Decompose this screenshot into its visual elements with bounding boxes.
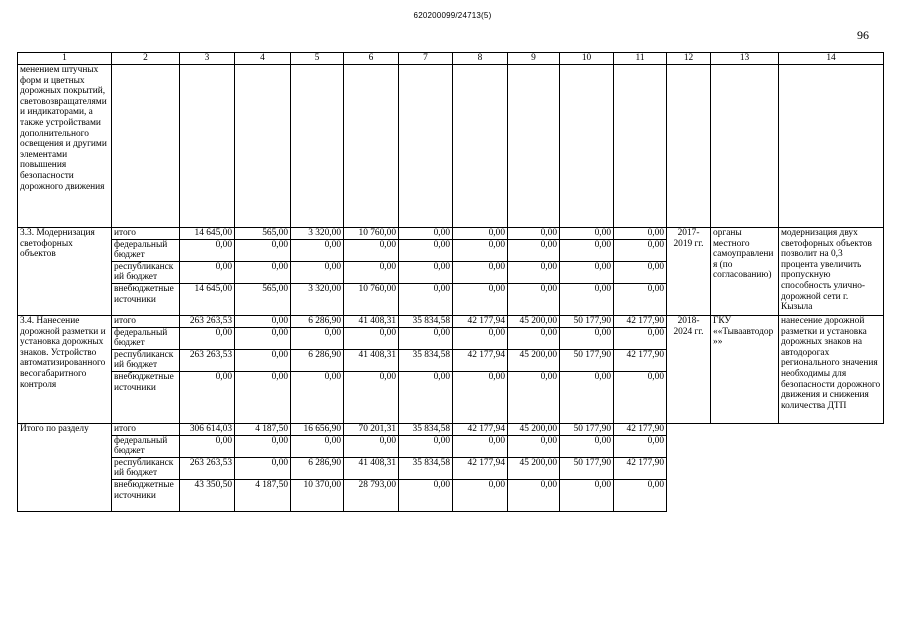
amount-cell: 0,00 bbox=[235, 261, 291, 283]
column-number: 7 bbox=[399, 53, 453, 65]
amount-cell: 42 177,94 bbox=[453, 457, 508, 479]
empty-cell bbox=[399, 65, 453, 228]
empty-cell bbox=[560, 65, 614, 228]
amount-cell: 0,00 bbox=[180, 327, 235, 349]
amount-cell: 0,00 bbox=[291, 239, 344, 261]
amount-cell: 35 834,58 bbox=[399, 315, 453, 327]
amount-cell: 0,00 bbox=[508, 327, 560, 349]
amount-cell: 0,00 bbox=[344, 327, 399, 349]
amount-cell: 45 200,00 bbox=[508, 349, 560, 371]
empty-cell bbox=[614, 65, 667, 228]
amount-cell: 10 370,00 bbox=[291, 479, 344, 511]
amount-cell: 42 177,90 bbox=[614, 457, 667, 479]
amount-cell: 0,00 bbox=[399, 261, 453, 283]
amount-cell: 0,00 bbox=[235, 435, 291, 457]
amount-cell: 0,00 bbox=[560, 283, 614, 315]
measure-name: 3.4. Нанесение дорожной разметки и установка дорожных знаков. Устройство автоматизированного весогабаритного контроля bbox=[18, 315, 112, 423]
page-number: 96 bbox=[857, 28, 869, 42]
amount-cell: 0,00 bbox=[508, 283, 560, 315]
amount-cell: 45 200,00 bbox=[508, 457, 560, 479]
amount-cell: 0,00 bbox=[614, 371, 667, 423]
document-code: 620200099/24713(5) bbox=[413, 11, 492, 20]
column-number: 6 bbox=[344, 53, 399, 65]
amount-cell: 6 286,90 bbox=[291, 315, 344, 327]
amount-cell: 0,00 bbox=[291, 435, 344, 457]
amount-cell: 0,00 bbox=[399, 283, 453, 315]
amount-cell: 0,00 bbox=[235, 239, 291, 261]
amount-cell: 0,00 bbox=[508, 435, 560, 457]
funding-source: федеральный бюджет bbox=[112, 239, 180, 261]
amount-cell: 0,00 bbox=[560, 371, 614, 423]
amount-cell: 0,00 bbox=[399, 479, 453, 511]
empty-cell bbox=[180, 65, 235, 228]
amount-cell: 0,00 bbox=[453, 435, 508, 457]
amount-cell: 263 263,53 bbox=[180, 315, 235, 327]
amount-cell: 0,00 bbox=[291, 261, 344, 283]
amount-cell: 70 201,31 bbox=[344, 423, 399, 435]
funding-source: итого bbox=[112, 228, 180, 240]
amount-cell: 45 200,00 bbox=[508, 423, 560, 435]
empty-cell bbox=[235, 65, 291, 228]
empty-cell bbox=[508, 65, 560, 228]
amount-cell: 0,00 bbox=[180, 239, 235, 261]
amount-cell: 0,00 bbox=[560, 228, 614, 240]
intro-measure-name: менением штучных форм и цветных дорожных покрытий, световозвращателями и индикаторами, а также устройствами дополнительного освещения и другими элементами повышения безопасности дорожного движения bbox=[18, 65, 112, 228]
amount-cell: 28 793,00 bbox=[344, 479, 399, 511]
amount-cell: 0,00 bbox=[399, 327, 453, 349]
table-row bbox=[18, 228, 884, 240]
amount-cell: 50 177,90 bbox=[560, 349, 614, 371]
amount-cell: 0,00 bbox=[614, 327, 667, 349]
empty-cell bbox=[112, 65, 180, 228]
empty-cell bbox=[453, 65, 508, 228]
funding-source: республиканский бюджет bbox=[112, 349, 180, 371]
amount-cell: 10 760,00 bbox=[344, 283, 399, 315]
funding-source: итого bbox=[112, 423, 180, 435]
column-number: 13 bbox=[711, 53, 779, 65]
amount-cell: 35 834,58 bbox=[399, 423, 453, 435]
column-number: 3 bbox=[180, 53, 235, 65]
measure-name: 3.3. Модернизация светофорных объектов bbox=[18, 228, 112, 316]
blank-area bbox=[667, 423, 884, 511]
funding-source: внебюджетные источники bbox=[112, 479, 180, 511]
program-table bbox=[17, 52, 884, 512]
amount-cell: 43 350,50 bbox=[180, 479, 235, 511]
column-number: 14 bbox=[779, 53, 884, 65]
expected-result: модернизация двух светофорных объектов позволит на 0,3 процента увеличить пропускную способность улично-дорожной сети г. Кызыла bbox=[779, 228, 884, 316]
amount-cell: 4 187,50 bbox=[235, 479, 291, 511]
amount-cell: 0,00 bbox=[560, 479, 614, 511]
amount-cell: 0,00 bbox=[614, 435, 667, 457]
amount-cell: 0,00 bbox=[235, 327, 291, 349]
amount-cell: 0,00 bbox=[453, 371, 508, 423]
amount-cell: 0,00 bbox=[235, 457, 291, 479]
amount-cell: 0,00 bbox=[614, 228, 667, 240]
amount-cell: 50 177,90 bbox=[560, 423, 614, 435]
funding-source: республиканский бюджет bbox=[112, 457, 180, 479]
amount-cell: 0,00 bbox=[508, 261, 560, 283]
amount-cell: 16 656,90 bbox=[291, 423, 344, 435]
funding-source: республиканский бюджет bbox=[112, 261, 180, 283]
amount-cell: 0,00 bbox=[291, 371, 344, 423]
column-number: 10 bbox=[560, 53, 614, 65]
executor: органы местного самоуправления (по согласованию) bbox=[711, 228, 779, 316]
column-number: 2 bbox=[112, 53, 180, 65]
amount-cell: 0,00 bbox=[560, 239, 614, 261]
empty-cell bbox=[711, 65, 779, 228]
amount-cell: 0,00 bbox=[508, 239, 560, 261]
amount-cell: 50 177,90 bbox=[560, 457, 614, 479]
implementation-term: 2018-2024 гг. bbox=[667, 315, 711, 423]
amount-cell: 4 187,50 bbox=[235, 423, 291, 435]
amount-cell: 0,00 bbox=[453, 261, 508, 283]
amount-cell: 6 286,90 bbox=[291, 457, 344, 479]
amount-cell: 0,00 bbox=[235, 315, 291, 327]
expected-result: нанесение дорожной разметки и установка дорожных знаков на автодорогах регионального значения необходимы для безопасности дорожного движения и снижения количества ДТП bbox=[779, 315, 884, 423]
amount-cell: 6 286,90 bbox=[291, 349, 344, 371]
table-row bbox=[18, 315, 884, 327]
funding-source: внебюджетные источники bbox=[112, 283, 180, 315]
amount-cell: 0,00 bbox=[399, 239, 453, 261]
amount-cell: 42 177,94 bbox=[453, 423, 508, 435]
amount-cell: 42 177,90 bbox=[614, 423, 667, 435]
amount-cell: 0,00 bbox=[453, 327, 508, 349]
amount-cell: 42 177,94 bbox=[453, 349, 508, 371]
amount-cell: 42 177,94 bbox=[453, 315, 508, 327]
amount-cell: 35 834,58 bbox=[399, 349, 453, 371]
amount-cell: 14 645,00 bbox=[180, 283, 235, 315]
amount-cell: 3 320,00 bbox=[291, 228, 344, 240]
column-number: 12 bbox=[667, 53, 711, 65]
amount-cell: 0,00 bbox=[180, 261, 235, 283]
implementation-term: 2017-2019 гг. bbox=[667, 228, 711, 316]
amount-cell: 0,00 bbox=[344, 371, 399, 423]
column-number: 9 bbox=[508, 53, 560, 65]
intro-row bbox=[18, 65, 884, 228]
executor: ГКУ ««Тываавтодор»» bbox=[711, 315, 779, 423]
amount-cell: 35 834,58 bbox=[399, 457, 453, 479]
amount-cell: 3 320,00 bbox=[291, 283, 344, 315]
amount-cell: 306 614,03 bbox=[180, 423, 235, 435]
amount-cell: 0,00 bbox=[453, 479, 508, 511]
funding-source: федеральный бюджет bbox=[112, 327, 180, 349]
amount-cell: 0,00 bbox=[399, 435, 453, 457]
amount-cell: 565,00 bbox=[235, 228, 291, 240]
amount-cell: 263 263,53 bbox=[180, 349, 235, 371]
amount-cell: 42 177,90 bbox=[614, 315, 667, 327]
amount-cell: 0,00 bbox=[180, 371, 235, 423]
amount-cell: 565,00 bbox=[235, 283, 291, 315]
column-number: 11 bbox=[614, 53, 667, 65]
amount-cell: 42 177,90 bbox=[614, 349, 667, 371]
amount-cell: 0,00 bbox=[344, 261, 399, 283]
amount-cell: 14 645,00 bbox=[180, 228, 235, 240]
column-number: 5 bbox=[291, 53, 344, 65]
amount-cell: 0,00 bbox=[560, 327, 614, 349]
amount-cell: 0,00 bbox=[614, 261, 667, 283]
amount-cell: 0,00 bbox=[235, 349, 291, 371]
amount-cell: 0,00 bbox=[560, 435, 614, 457]
funding-source: итого bbox=[112, 315, 180, 327]
amount-cell: 50 177,90 bbox=[560, 315, 614, 327]
amount-cell: 10 760,00 bbox=[344, 228, 399, 240]
empty-cell bbox=[667, 65, 711, 228]
amount-cell: 0,00 bbox=[508, 228, 560, 240]
empty-cell bbox=[291, 65, 344, 228]
empty-cell bbox=[779, 65, 884, 228]
empty-cell bbox=[344, 65, 399, 228]
amount-cell: 0,00 bbox=[399, 228, 453, 240]
amount-cell: 0,00 bbox=[180, 435, 235, 457]
amount-cell: 0,00 bbox=[399, 371, 453, 423]
funding-source: внебюджетные источники bbox=[112, 371, 180, 423]
amount-cell: 0,00 bbox=[344, 239, 399, 261]
column-number: 1 bbox=[18, 53, 112, 65]
amount-cell: 0,00 bbox=[560, 261, 614, 283]
amount-cell: 45 200,00 bbox=[508, 315, 560, 327]
amount-cell: 0,00 bbox=[291, 327, 344, 349]
amount-cell: 0,00 bbox=[235, 371, 291, 423]
amount-cell: 263 263,53 bbox=[180, 457, 235, 479]
amount-cell: 0,00 bbox=[614, 239, 667, 261]
column-number: 8 bbox=[453, 53, 508, 65]
amount-cell: 0,00 bbox=[508, 479, 560, 511]
column-number-row bbox=[18, 53, 884, 65]
amount-cell: 0,00 bbox=[453, 239, 508, 261]
total-row bbox=[18, 423, 884, 435]
amount-cell: 41 408,31 bbox=[344, 457, 399, 479]
amount-cell: 0,00 bbox=[614, 479, 667, 511]
table-body bbox=[18, 53, 884, 512]
amount-cell: 41 408,31 bbox=[344, 315, 399, 327]
amount-cell: 0,00 bbox=[344, 435, 399, 457]
amount-cell: 0,00 bbox=[453, 283, 508, 315]
amount-cell: 41 408,31 bbox=[344, 349, 399, 371]
amount-cell: 0,00 bbox=[453, 228, 508, 240]
amount-cell: 0,00 bbox=[508, 371, 560, 423]
column-number: 4 bbox=[235, 53, 291, 65]
funding-source: федеральный бюджет bbox=[112, 435, 180, 457]
section-total-label: Итого по разделу bbox=[18, 423, 112, 511]
amount-cell: 0,00 bbox=[614, 283, 667, 315]
